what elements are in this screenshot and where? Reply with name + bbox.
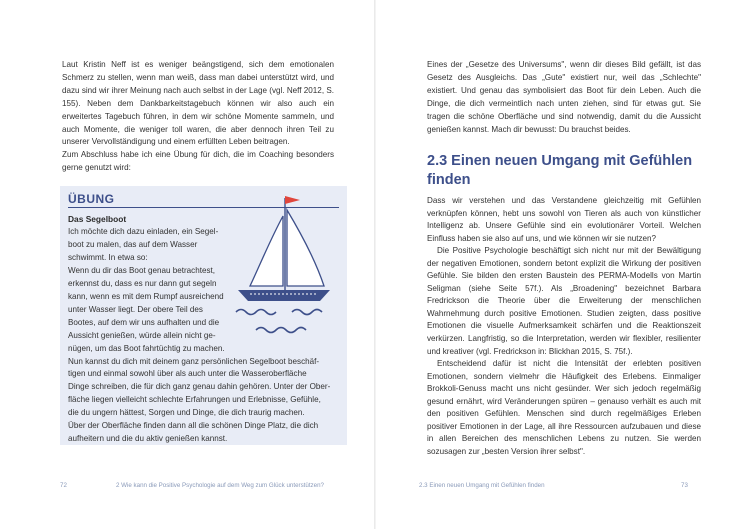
exercise-box <box>60 186 347 445</box>
right-page <box>376 0 750 529</box>
exercise-line: Nun kannst du dich mit deinem ganz persönlichen Segelboot beschäf- <box>68 356 320 366</box>
body-paragraph: Die Positive Psychologie beschäftigt sich nicht nur mit der Bewältigung der negativen Emotionen, sondern betont explizit die Wirkung der positiven Gefühle. Sie bilden den ersten Baustein des PERMA-Modells von Martin Seligman (siehe Seite 57f.). Als „Broadening" bezeichnet Barbara Fredrickson die Theorie über die Erweiterung der menschlichen Wahrnehmung durch positive Emotionen. Studien zeigten, dass positive Emotionen die visuelle Aufmerksamkeit schärfen und die Reaktionszeit verkürzen. Langfristig, so die Interpretation, werden wir flexibler, resilienter und kreativer (vgl. Fredrickson in: Blickhan 2015, S. 75f.). <box>427 246 701 356</box>
exercise-line: aufheitern und die du aktiv genießen kannst. <box>68 434 228 444</box>
flag-icon <box>285 196 300 204</box>
exercise-line: kann, wenn es mit dem Rumpf ausreichend <box>68 291 224 301</box>
running-head: 2 Wie kann die Positive Psychologie auf dem Weg zum Glück unterstützen? <box>116 482 324 489</box>
exercise-line: erkennst du, dass es nur dann gut segeln <box>68 278 217 288</box>
exercise-line: unter Wasser liegt. Der obere Teil des <box>68 304 203 314</box>
exercise-line: fläche liegen vielleicht schlechte Erfahrungen und Erlebnisse, Gefühle, <box>68 395 321 405</box>
exercise-title: Das Segelboot <box>68 214 127 224</box>
intro-paragraph: Laut Kristin Neff ist es weniger beängstigend, sich dem emotionalen Schmerz zu stellen, wenn man weiß, dass man dabei unterstützt wird, und dazu sind wir ihrer Meinung nach auch selbst in der Lage (vgl. Neff 2012, S. 155). Neben dem Dankbarkeitstagebuch können wir also auch ein erweitertes Tagebuch führen, in dem wir schöne Momente sammeln, und auch Momente, die weniger toll waren, die aber dennoch ihren Teil zu unserer Vervollständigung und einem erfüllten Leben beitragen. <box>62 60 334 147</box>
exercise-label: ÜBUNG <box>68 192 115 206</box>
right-intro-text <box>427 59 701 136</box>
exercise-line: boot zu malen, das auf dem Wasser <box>68 239 198 249</box>
exercise-line: Dinge schreiben, die für dich ganz genau dahin gehören. Unter der Ober- <box>68 382 331 392</box>
left-intro-text <box>62 59 334 175</box>
exercise-line: die du ungern hättest, Sorgen und Dinge, die dich traurig machen. <box>68 408 305 418</box>
intro-paragraph: Eines der „Gesetze des Universums", wenn dir dieses Bild gefällt, ist das Gesetz des Ausgleichs. Das „Gute" existiert nur, weil das „Schlechte" existiert. Und genau das symbolisiert das Boot für dein Leben. Auch die Dinge, die dich vermeintlich nach unten ziehen, sind für etwas gut. Sie tragen die schöne Oberfläche und sind notwendig, damit du die Aussicht genießen kannst. Mach dir bewusst: Du brauchst beides. <box>427 60 701 134</box>
exercise-line: Ich möchte dich dazu einladen, ein Segel- <box>68 227 219 236</box>
exercise-text <box>68 226 340 446</box>
running-head: 2.3 Einen neuen Umgang mit Gefühlen finden <box>419 482 545 489</box>
page-number: 72 <box>60 482 67 489</box>
exercise-line: Über der Oberfläche finden dann all die schönen Dinge Platz, die dich <box>68 421 319 431</box>
exercise-line: schwimmt. In etwa so: <box>68 252 148 262</box>
section-body <box>427 195 701 458</box>
exercise-line: nügen, um das Boot fahrtüchtig zu machen. <box>68 343 225 353</box>
exercise-line: tigen und einmal sowohl über als auch unter die Wasseroberfläche <box>68 369 307 379</box>
exercise-line: Wenn du dir das Boot genau betrachtest, <box>68 265 215 275</box>
intro-paragraph-2: Zum Abschluss habe ich eine Übung für dich, die im Coaching besonders gerne genutzt wird: <box>62 150 334 173</box>
body-paragraph: Dass wir verstehen und das Verstandene gleichzeitig mit Gefühlen verknüpfen können, hebt uns sowohl von Tieren als auch von künstlicher Intelligenz ab. Unsere Gefühle sind ein evolutionärer Vorteil. Welchen Einfluss haben sie also auf uns, und wie können wir sie nutzen? <box>427 196 701 243</box>
section-heading: 2.3 Einen neuen Umgang mit Gefühlen finden <box>427 153 693 188</box>
body-paragraph: Entscheidend dafür ist nicht die Intensität der erlebten positiven Emotionen, sondern vielmehr die Häufigkeit des Erlebens. Einmaliger Brokkoli-Genuss macht uns nicht gesünder. Wer sich jedoch regelmäßig gesund ernährt, wird Veränderungen spüren – genauso verhält es auch mit den positiven Gefühlen. Menschen sind durch regelmäßiges Erleben positiver Emotionen in der Lage, all ihre Ressourcen aufzubauen und diese in allen Bereichen des menschlichen Lebens zu nutzen. Sie werden sozusagen zur „besten Version ihrer selbst". <box>427 359 701 456</box>
page-number: 73 <box>681 482 688 489</box>
exercise-line: Bootes, auf dem wir uns aufhalten und die <box>68 317 220 327</box>
exercise-line: Aussicht genießen, würde allein nicht ge- <box>68 330 216 340</box>
